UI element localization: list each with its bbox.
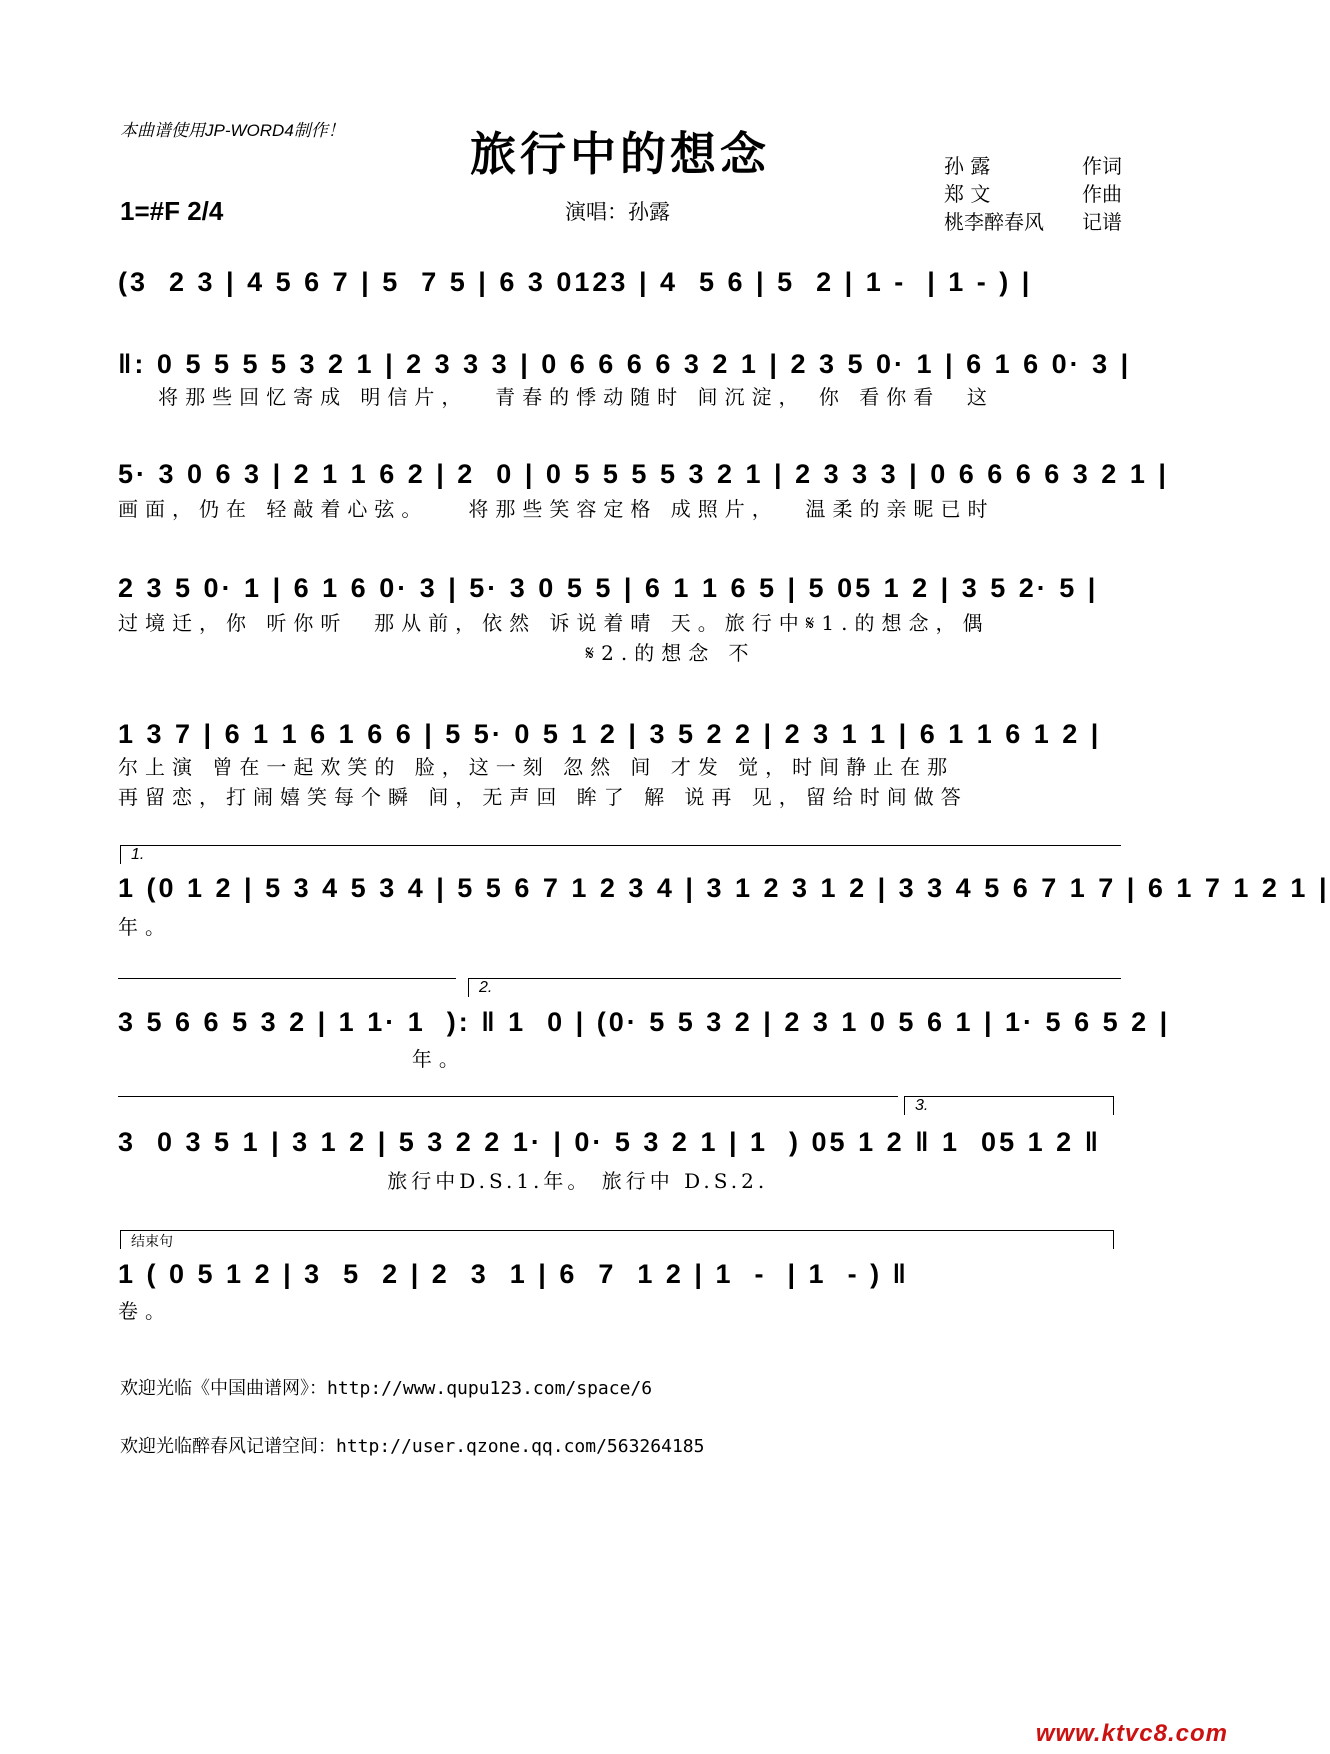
coda-bracket: 结束句 — [120, 1230, 1114, 1249]
volta-bracket-3: 3. — [904, 1096, 1114, 1115]
score-line-6-notes: 1 (0 1 2 | 5 3 4 5 3 4 | 5 5 6 7 1 2 3 4 | 3 1 2 3 1 2 | 3 3 4 5 6 7 1 7 | 6 1 7 1 2 1 | — [118, 873, 1330, 903]
score-line-3-lyrics: 画面，仍在 轻敲着心弦。 将那些笑容定格 成照片， 温柔的亲昵已时 — [118, 497, 995, 521]
score-line-9-lyrics: 卷。 — [118, 1299, 172, 1323]
score-line-3-notes: 5· 3 0 6 3 | 2 1 1 6 2 | 2 0 | 0 5 5 5 5 3 2 1 | 2 3 3 3 | 0 6 6 6 6 3 2 1 | — [118, 459, 1169, 489]
singer: 演唱：孙露 — [565, 200, 670, 224]
score-line-4-lyrics-verse2: 𝄋2.的想念 不 — [118, 641, 756, 665]
footer-link-qupu123[interactable]: 欢迎光临《中国曲谱网》：http://www.qupu123.com/space/6 — [120, 1378, 653, 1399]
score-line-5-lyrics-verse2: 再留恋，打闹嬉笑每个瞬 间，无声回 眸了 解 说再 见，留给时间做答 — [118, 785, 968, 809]
credit-composer: 郑 文 作曲 — [944, 182, 1122, 206]
key-signature: 1=#F 2/4 — [120, 196, 224, 226]
score-line-1-notes: (3 2 3 | 4 5 6 7 | 5 7 5 | 6 3 0123 | 4 5 6 | 5 2 | 1 - | 1 - ) | — [118, 267, 1033, 297]
volta-bracket-1: 1. — [120, 845, 1121, 864]
song-title: 旅行中的想念 — [470, 127, 770, 181]
score-line-6-lyrics: 年。 — [118, 915, 172, 939]
site-watermark: www.ktvc8.com — [1035, 1720, 1228, 1747]
score-line-7-lyrics: 年。 — [118, 1047, 466, 1071]
score-line-7-notes: 3 5 6 6 5 3 2 | 1 1· 1 ): ‖ 1 0 | (0· 5 5 3 2 | 2 3 1 0 5 6 1 | 1· 5 6 5 2 | — [118, 1007, 1171, 1037]
score-line-5-lyrics-verse1: 尔上演 曾在一起欢笑的 脸，这一刻 忽然 间 才发 觉，时间静止在那 — [118, 755, 955, 779]
score-line-4-lyrics-verse1: 过境迁，你 听你听 那从前，依然 诉说着晴 天。旅行中𝄋1.的想念，偶 — [118, 611, 990, 635]
volta-bracket-2: 2. — [468, 978, 1121, 997]
score-line-2-lyrics: 将那些回忆寄成 明信片， 青春的悸动随时 间沉淀， 你 看你看 这 — [118, 385, 994, 409]
volta-1-continuation — [118, 978, 456, 979]
credit-transcriber: 桃李醉春风 记谱 — [944, 210, 1122, 234]
tool-note: 本曲谱使用JP-WORD4制作！ — [120, 121, 345, 140]
score-line-4-notes: 2 3 5 0· 1 | 6 1 6 0· 3 | 5· 3 0 5 5 | 6 1 1 6 5 | 5 05 1 2 | 3 5 2· 5 | — [118, 573, 1099, 603]
volta-2-continuation — [118, 1096, 898, 1097]
footer-link-qzone[interactable]: 欢迎光临醉春风记谱空间：http://user.qzone.qq.com/563264185 — [120, 1436, 705, 1457]
score-line-9-notes: 1 ( 0 5 1 2 | 3 5 2 | 2 3 1 | 6 7 1 2 | 1 - | 1 - ) ‖ — [118, 1259, 909, 1289]
credit-lyricist: 孙 露 作词 — [944, 154, 1122, 178]
score-line-2-notes: ‖: 0 5 5 5 5 3 2 1 | 2 3 3 3 | 0 6 6 6 6 3 2 1 | 2 3 5 0· 1 | 6 1 6 0· 3 | — [118, 349, 1132, 379]
credits — [944, 152, 1122, 236]
score-line-8-lyrics: 旅行中D.S.1.年。 旅行中 D.S.2. — [118, 1169, 769, 1193]
score-line-5-notes: 1 3 7 | 6 1 1 6 1 6 6 | 5 5· 0 5 1 2 | 3 5 2 2 | 2 3 1 1 | 6 1 1 6 1 2 | — [118, 719, 1102, 749]
score-line-8-notes: 3 0 3 5 1 | 3 1 2 | 5 3 2 2 1· | 0· 5 3 2 1 | 1 ) 05 1 2 ‖ 1 05 1 2 ‖ — [118, 1127, 1102, 1157]
